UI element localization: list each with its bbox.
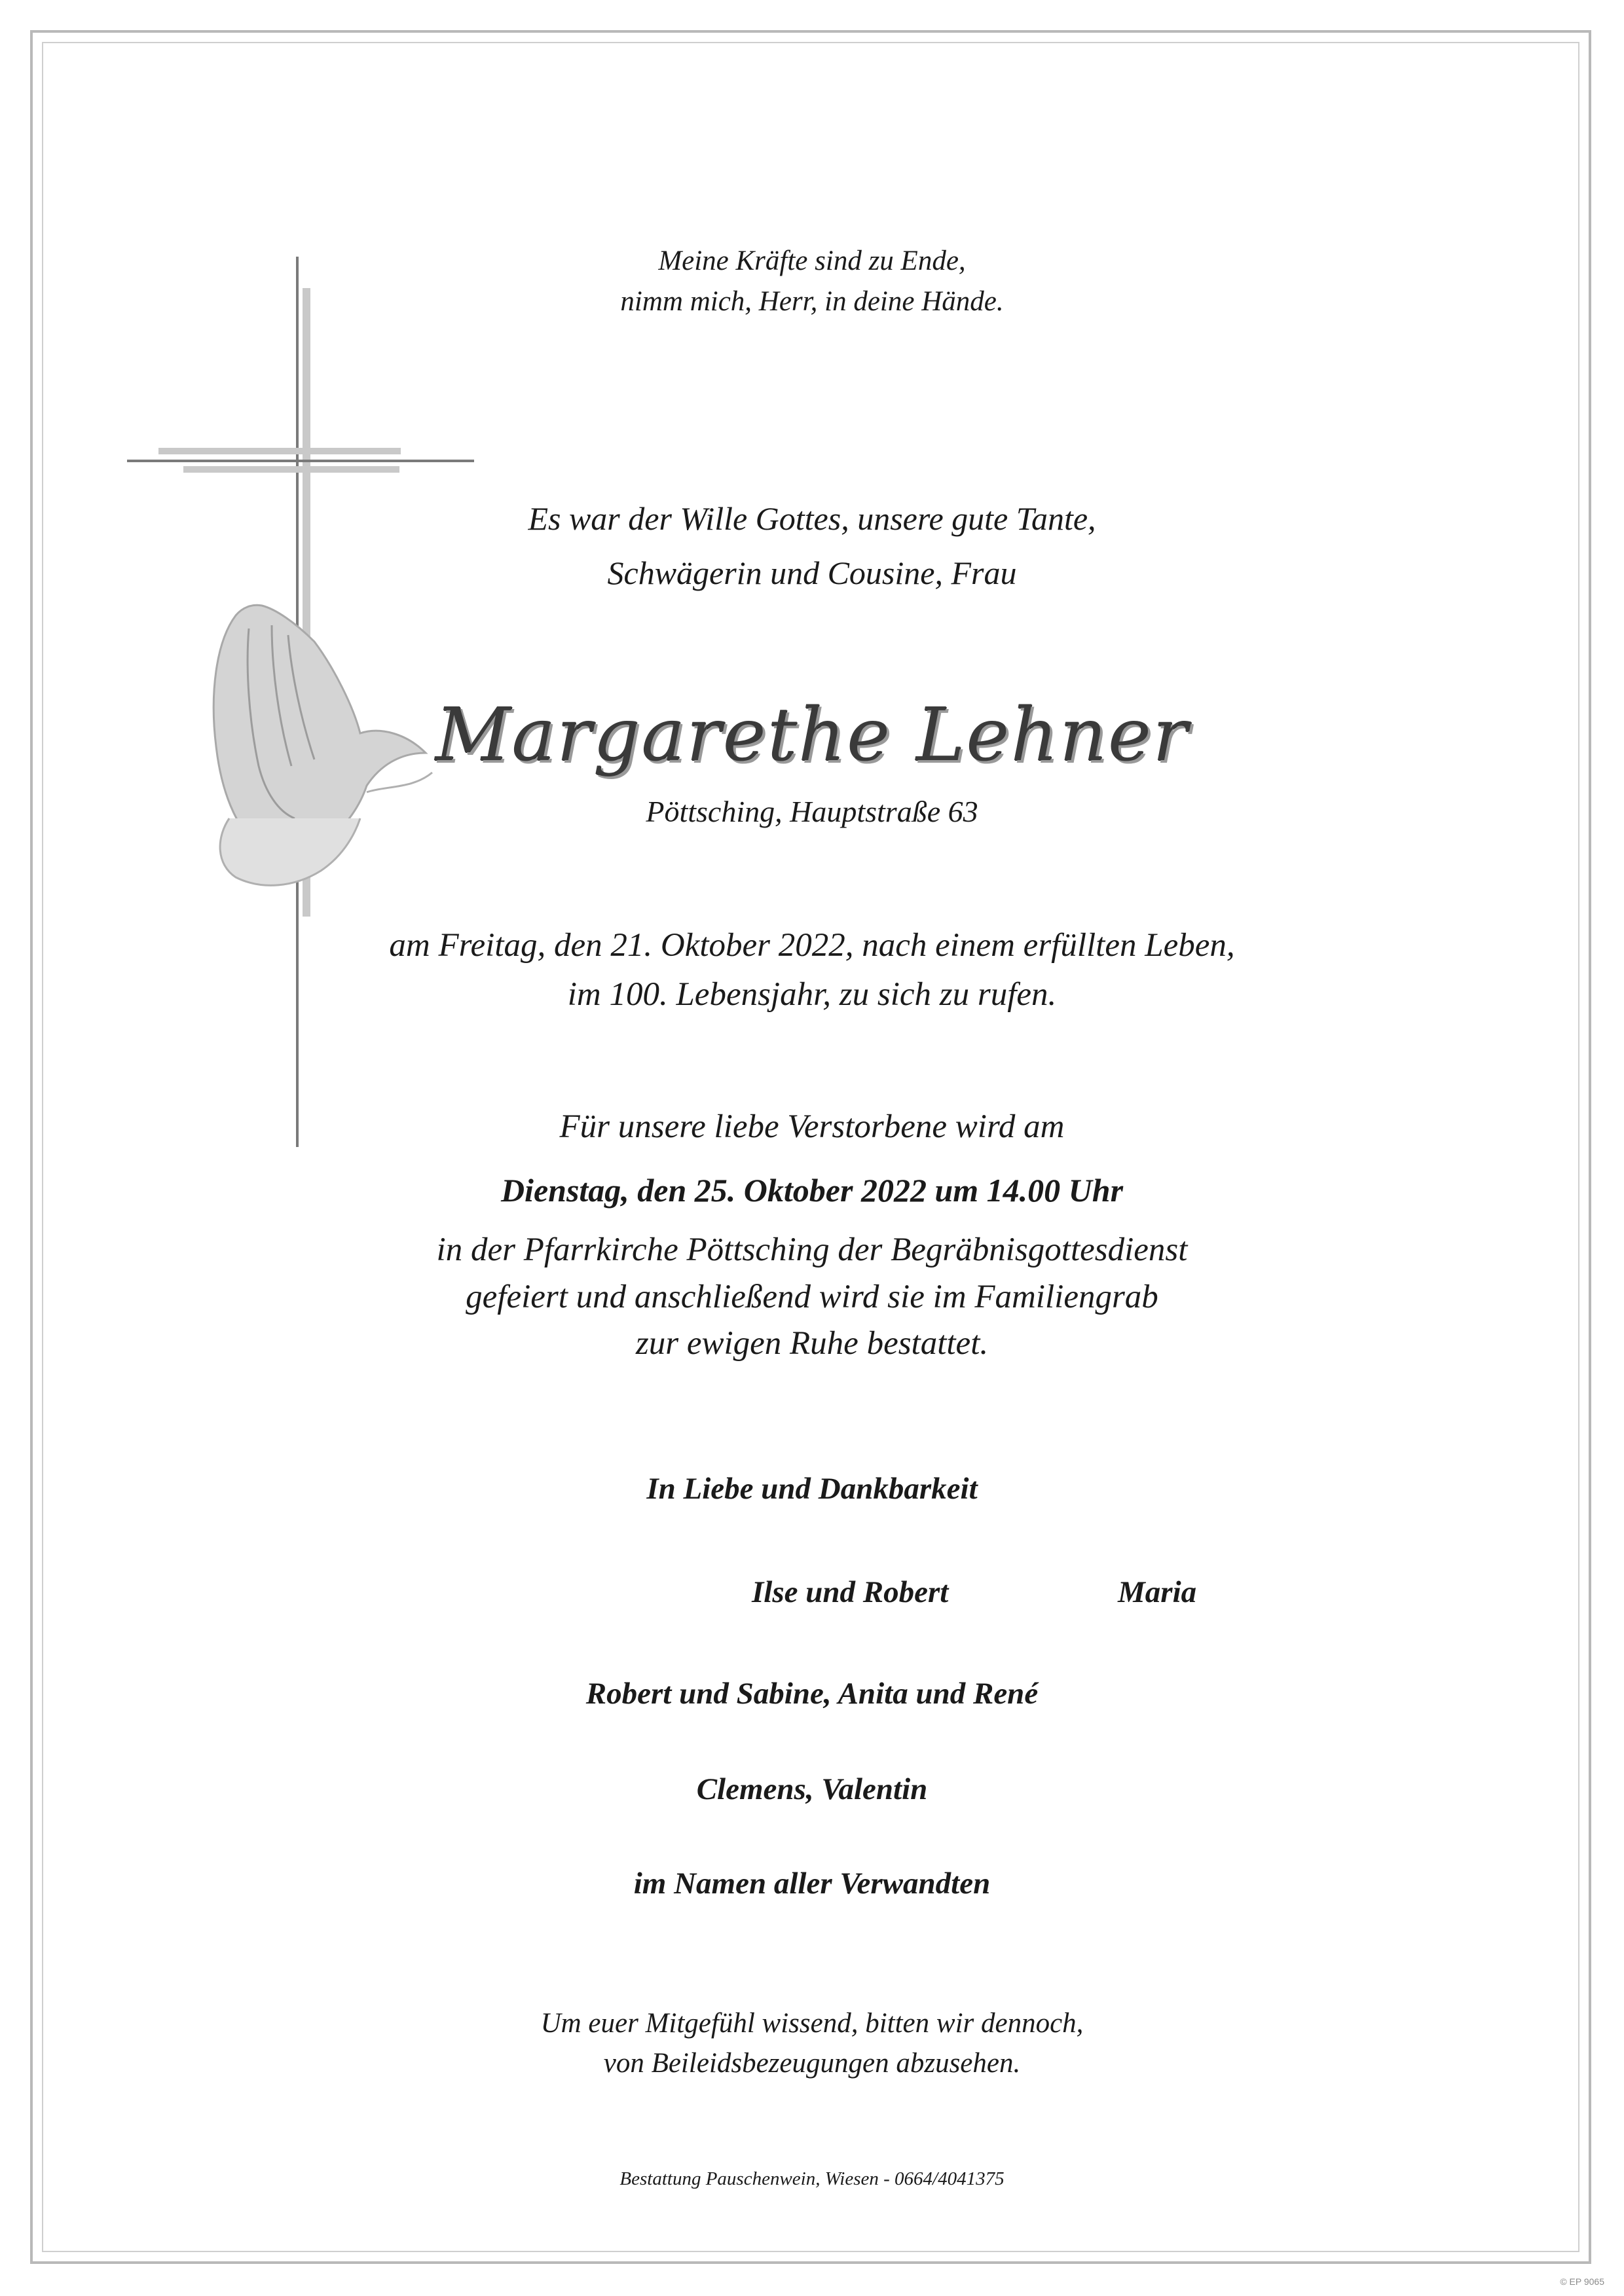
deceased-address: Pöttsching, Hauptstraße 63: [646, 795, 978, 828]
intro-line-2: Schwägerin und Cousine, Frau: [607, 555, 1017, 591]
mourner-left: Ilse und Robert: [752, 1575, 949, 1609]
funeral-line-1: Für unsere liebe Verstorbene wird am: [559, 1108, 1065, 1145]
funeral-line-4: gefeiert und anschließend wird sie im Familiengrab: [466, 1279, 1158, 1315]
cross-horizontal-line: [127, 460, 474, 462]
cross-horizontal-shadow-bottom: [183, 466, 399, 473]
death-line-2: im 100. Lebensjahr, zu sich zu rufen.: [567, 976, 1057, 1013]
mourner-right: Maria: [1118, 1575, 1197, 1609]
request-line-1: Um euer Mitgefühl wissend, bitten wir dennoch,: [540, 2008, 1084, 2039]
request-line-2: von Beileidsbezeugungen abzusehen.: [603, 2048, 1021, 2079]
mourners-line-2: Robert und Sabine, Anita und René: [585, 1677, 1039, 1711]
funeral-line-5: zur ewigen Ruhe bestattet.: [635, 1325, 989, 1362]
mourners-line-3: Clemens, Valentin: [696, 1772, 928, 1806]
deceased-name: Margarethe Lehner: [435, 693, 1189, 778]
mourners-heading: In Liebe und Dankbarkeit: [646, 1472, 978, 1506]
cross-horizontal-shadow-top: [158, 448, 401, 454]
verse-line-1: Meine Kräfte sind zu Ende,: [658, 246, 966, 276]
undertaker-footer: Bestattung Pauschenwein, Wiesen - 0664/4041375: [619, 2168, 1005, 2189]
verse-line-2: nimm mich, Herr, in deine Hände.: [620, 286, 1004, 317]
death-line-1: am Freitag, den 21. Oktober 2022, nach einem erfüllten Leben,: [389, 927, 1235, 964]
mourners-line-4: im Namen aller Verwandten: [633, 1867, 991, 1901]
intro-line-1: Es war der Wille Gottes, unsere gute Tante,: [528, 500, 1096, 537]
funeral-line-3: in der Pfarrkirche Pöttsching der Begräbnisgottesdienst: [436, 1231, 1188, 1268]
copyright-code: © EP 9065: [1560, 2276, 1604, 2287]
funeral-date: Dienstag, den 25. Oktober 2022 um 14.00 Uhr: [500, 1172, 1124, 1209]
